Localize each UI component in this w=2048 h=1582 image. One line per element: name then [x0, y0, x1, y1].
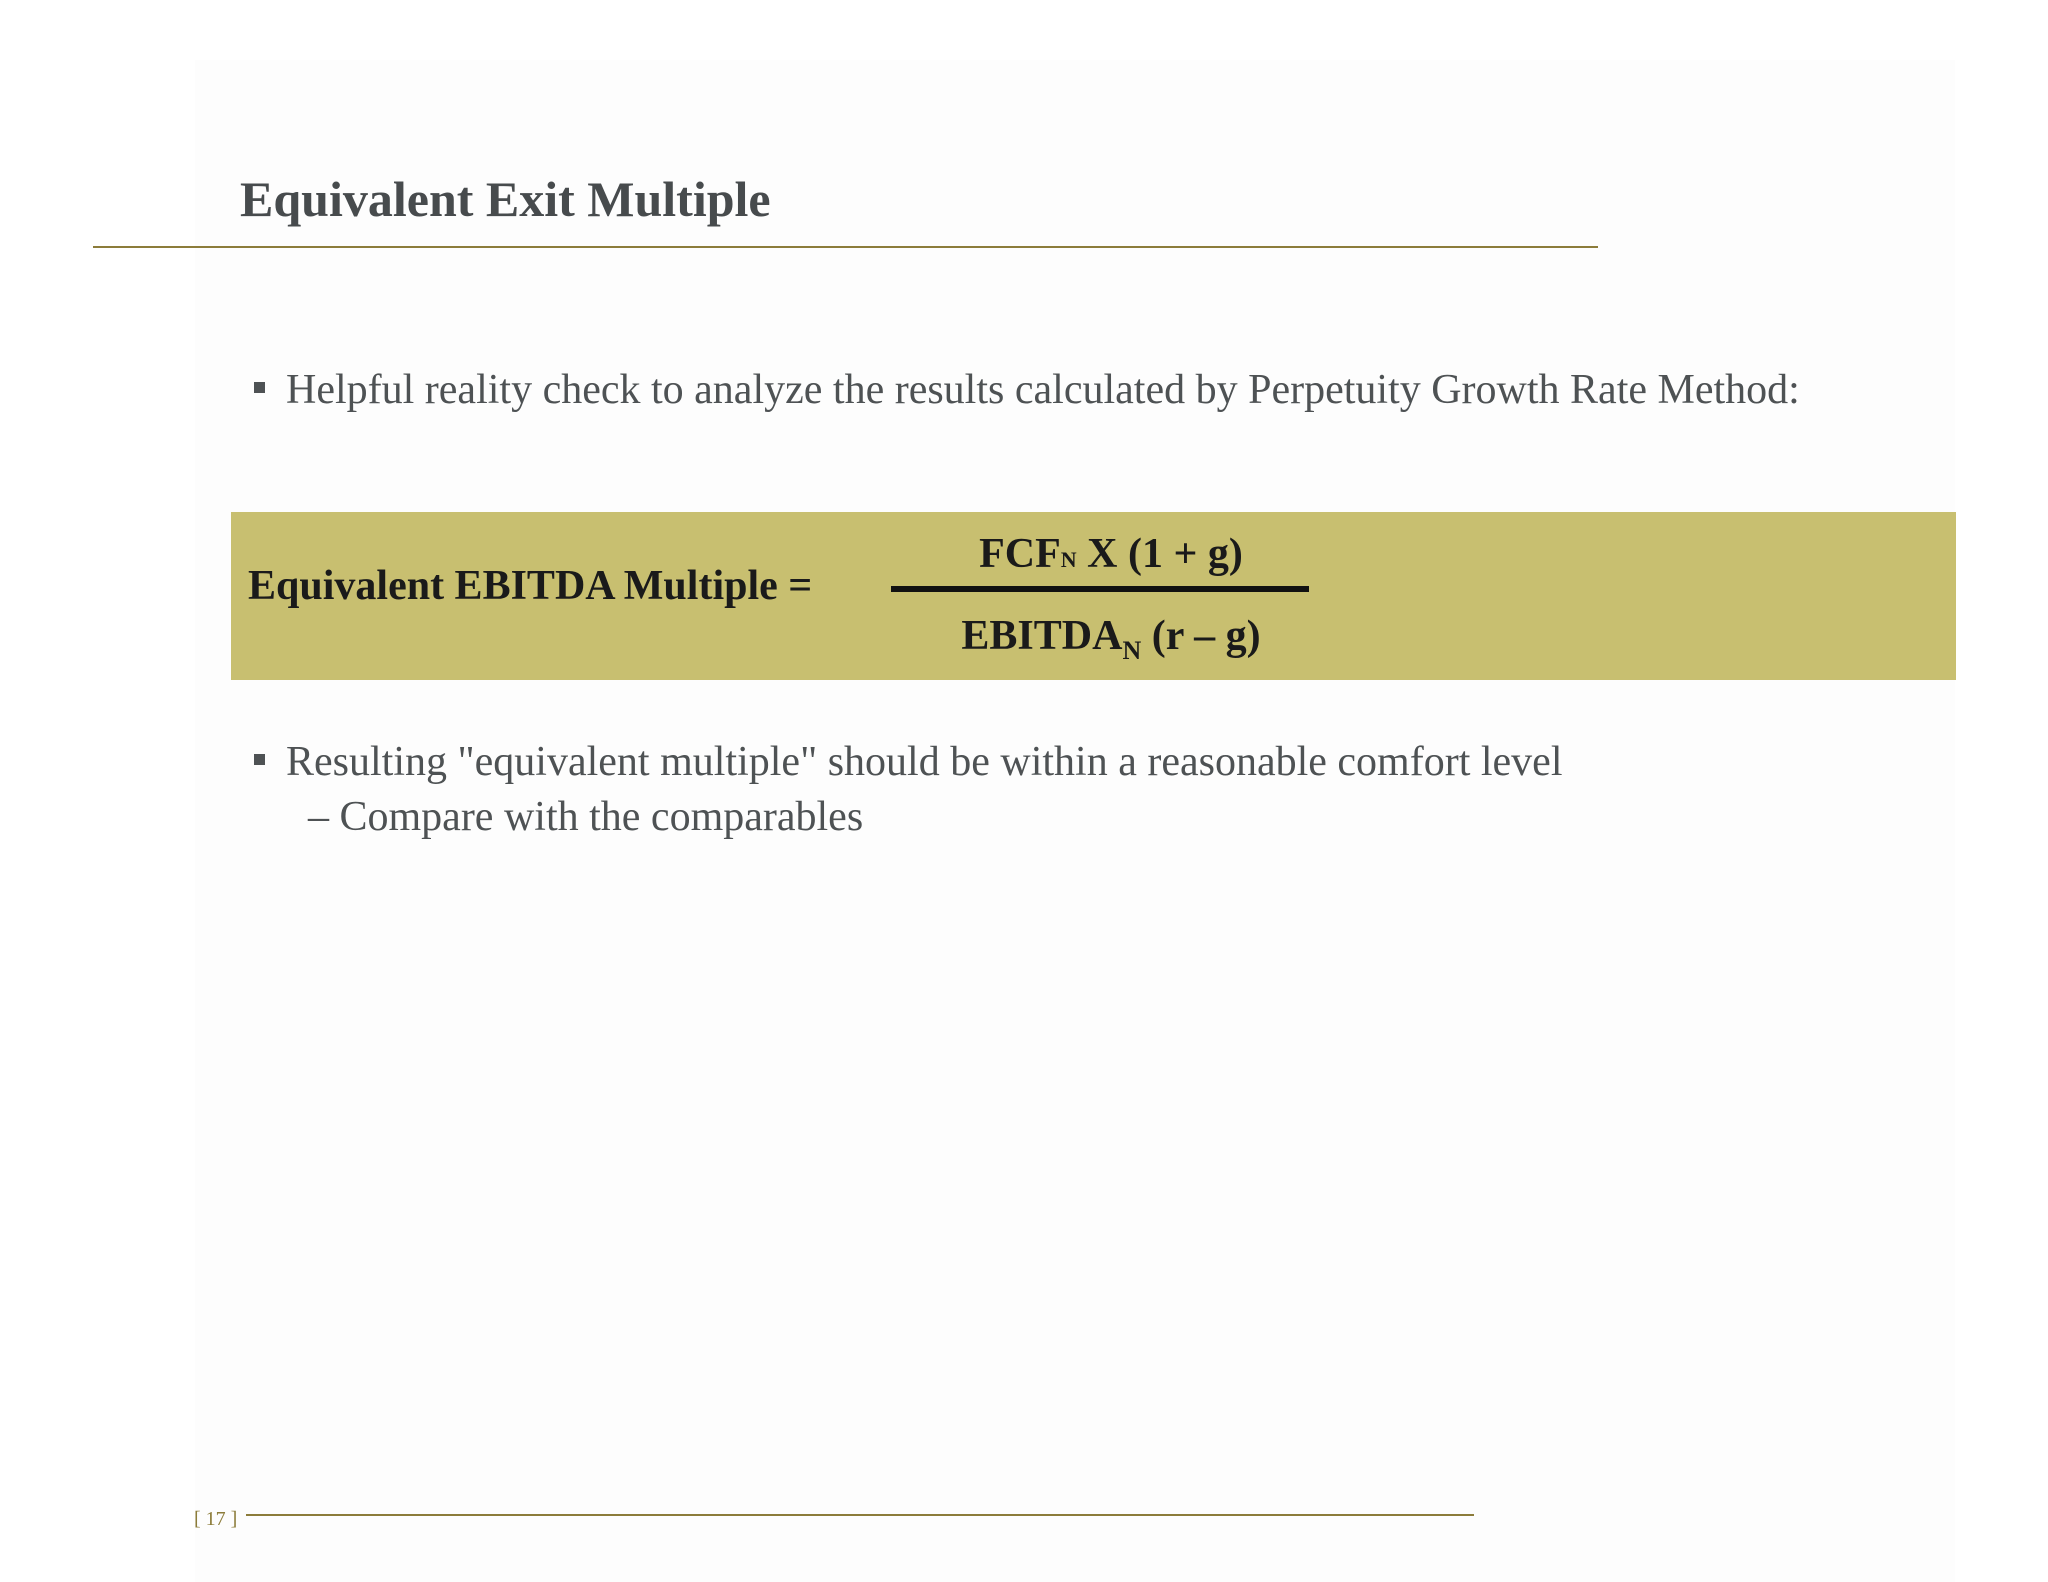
- denominator-rest: (r – g): [1141, 613, 1261, 659]
- sub-bullet-item: – Compare with the comparables: [308, 794, 864, 840]
- bullet-text: Resulting "equivalent multiple" should be within a reasonable comfort level: [286, 739, 1563, 785]
- numerator-subscript: N: [1060, 547, 1077, 572]
- numerator-main: FCF: [979, 531, 1061, 577]
- formula-box: [231, 512, 1956, 680]
- square-bullet-icon: [254, 382, 265, 393]
- square-bullet-icon: [254, 754, 265, 765]
- slide-title: Equivalent Exit Multiple: [240, 171, 771, 227]
- bullet-item-reality-check: [286, 369, 1846, 412]
- page-number: [ 17 ]: [194, 1508, 238, 1530]
- fraction-bar: [891, 586, 1309, 592]
- bullet-text: Helpful reality check to analyze the results calculated by Perpetuity Growth Rate Method:: [286, 367, 1800, 413]
- denominator-subscript: N: [1122, 636, 1142, 665]
- footer-divider: [246, 1514, 1474, 1516]
- formula-label: Equivalent EBITDA Multiple =: [248, 563, 813, 609]
- numerator-rest: X (1 + g): [1076, 531, 1243, 577]
- bullet-item-equivalent-multiple: [286, 741, 1846, 784]
- title-divider: [93, 246, 1598, 248]
- formula-denominator: [891, 612, 1331, 665]
- formula-numerator: [891, 530, 1331, 578]
- denominator-main: EBITDA: [961, 613, 1123, 659]
